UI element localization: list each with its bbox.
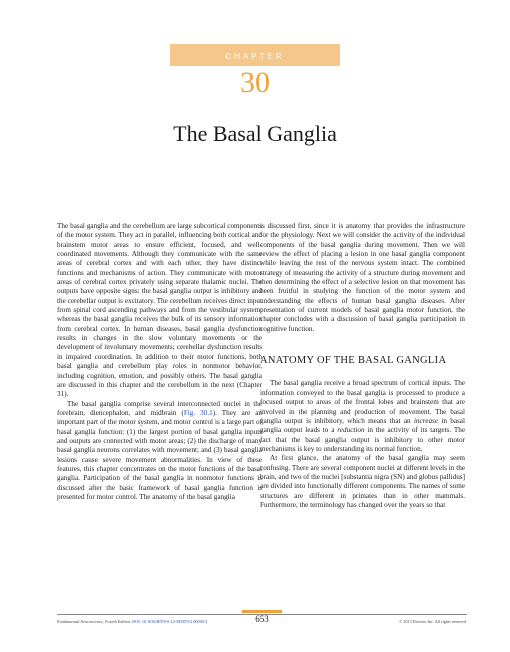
footer-citation (57, 619, 207, 624)
page-number-marker (242, 610, 282, 613)
chapter-number: 30 (240, 66, 270, 99)
section-heading: ANATOMY OF THE BASAL GANGLIA (260, 355, 447, 367)
paragraph-text: in basal ganglia output leads to a (260, 416, 465, 435)
emphasis-text: increase (413, 416, 439, 425)
page-footer (57, 614, 467, 630)
figure-link[interactable]: Fig. 30.1 (183, 408, 213, 417)
body-paragraph (57, 400, 262, 503)
right-column (260, 222, 465, 510)
chapter-label: CHAPTER (225, 52, 285, 61)
doi-link[interactable]: DOI: 10.1016/B978-0-12-385870-2.00030-5 (132, 619, 208, 624)
body-paragraph (260, 379, 465, 454)
paragraph-text: ). They are an important part of the motor system, and motor control is a large part of basal ganglia function: (1) the largest portion of basal ganglia inputs and outputs are connected with motor areas; (2) the discharge of many basal ganglia neurons correlates with movement; and (3) basal ganglia lesions cause severe movement abnormalities. In view of these features, this chapter concentrates on the motor functions of the basal ganglia. Participation of the basal ganglia in nonmotor functions is discussed after the basic framework of basal ganglia function is presented for motor control. The anatomy of the basal ganglia (57, 408, 262, 501)
paragraph-text: in the activity of its targets. The fact that the basal ganglia output is inhibitory to other motor mechanisms is key to understanding its normal function. (260, 426, 466, 453)
emphasis-text: reduction (337, 426, 365, 435)
paragraph-text: The basal ganglia comprise several interconnected nuclei in the forebrain, diencephalon, and midbrain ( (57, 399, 262, 417)
intro-paragraph: The basal ganglia and the cerebellum are large subcortical components of the motor system. They act in parallel, influencing both cortical and brainstem motor areas to ensure efficient, focused, and well-coordinated movements. Although they communicate with the same areas of cerebral cortex and with each other, they have distinct functions and mechanisms of action. They communicate with motor areas of cerebral cortex privately using separate thalamic nuclei. The outputs have opposite signs: the basal ganglia output is inhibitory and the cerebellar output is excitatory. The cerebellum receives direct input from spinal cord ascending pathways and from the vestibular system, whereas the basal ganglia receives the bulk of its sensory information from cerebral cortex. In human diseases, basal ganglia dysfunction results in changes in the slow voluntary movements or the development of involuntary movements; cerebellar dysfunction results in impaired coordination. In addition to their motor functions, both basal ganglia and cerebellum play roles in nonmotor behavior, including cognition, emotion, and possibly others. The basal ganglia are discussed in this chapter and the cerebellum in the next (Chapter 31). (57, 222, 262, 399)
page-number: 653 (255, 614, 269, 624)
paragraph-text: The basal ganglia receive a broad spectrum of cortical inputs. The information conveyed to the basal ganglia is processed to produce a focused output to areas of the frontal lobes and brainstem that are involved in the planning and production of movement. The basal ganglia output is inhibitory, which means that an (260, 379, 465, 425)
body-paragraph: At first glance, the anatomy of the basal ganglia may seem confusing. There are several component nuclei at different levels in the brain, and two of the nuclei [substantia nigra (SN) and globus pallidus] are divided into functionally different components. The names of some structures are different in primates than in other mammals. Furthermore, the terminology has changed over the years so that (260, 454, 465, 509)
chapter-title: The Basal Ganglia (173, 121, 337, 146)
continued-paragraph: is discussed first, since it is anatomy that provides the infrastructure for the physiology. Next we will consider the activity of the individual components of the basal ganglia during movement. Then we will review the effect of placing a lesion in one basal ganglia component while leaving the rest of the nervous system intact. The combined strategy of measuring the activity of a structure during movement and then determining the effect of a selective lesion on that movement has been fruitful in studying the function of the motor system and understanding the effects of human basal ganglia diseases. After presentation of current models of basal ganglia motor function, the chapter concludes with a discussion of basal ganglia participation in cognitive function. (260, 222, 465, 333)
copyright-text: © 2013 Elsevier Inc. All rights reserved. (399, 619, 467, 624)
left-column (57, 222, 262, 502)
citation-text: Fundamental Neuroscience, Fourth Edition. (57, 619, 132, 624)
